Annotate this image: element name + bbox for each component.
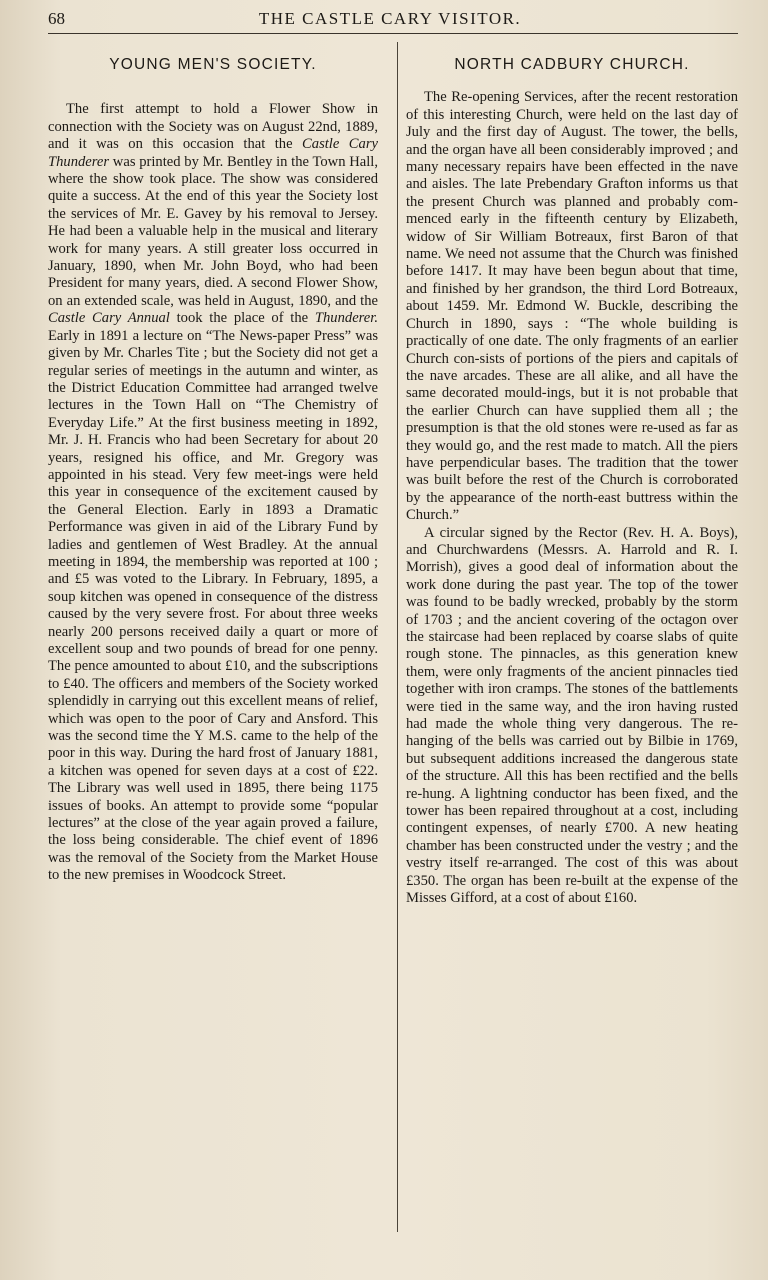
- article-young-mens-society: [48, 50, 378, 885]
- article-paragraph: A circular signed by the Rector (Rev. H. A. Boys), and Churchwardens (Messrs. A. Harrold and R. I. Morrish), gives a good deal of information about the work done during the past year. The top of the tower was found to be badly wrecked, probably by the storm of 1703 ; and the ancient covering of the octagon over the staircase had been replaced by coarse slabs of quite rough stone. The pinnacles, as this generation knew them, were only fragments of the ancient pinnacles tied together with iron cramps. The stones of the battlements were tied in the same way, and the iron having rusted had made the whole thing very dangerous. The re-hanging of the bells was carried out by Bilbie in 1769, but subsequent additions increased the dangerous state of the structure. All this has been rectified and the bells re-hung. A lightning conductor has been fixed, and the tower has been repaired throughout at a cost, including contingent expenses, of nearly £700. A new heating chamber has been constructed under the vestry ; and the vestry itself re-arranged. The cost of this was about £350. The organ has been re-built at the expense of the Misses Gifford, at a cost of about £160.: [406, 524, 738, 907]
- text-run: took the place of the: [169, 310, 315, 327]
- article-heading: NORTH CADBURY CHURCH.: [454, 56, 690, 73]
- column-divider: [397, 42, 398, 1232]
- text-run: was printed by Mr. Bentley in the Town Hall, where the show took place. The show was considered quite a success. At the end of this year the Society lost the services of Mr. E. Gavey by his removal to Jersey. He had been a valuable help in the musical and literary work for many years. A still greater loss occurred in January, 1890, when Mr. John Boyd, who had been President for many years, died. A second Flower Show, on an extended scale, was held in August, 1890, and the: [48, 153, 378, 309]
- article-north-cadbury-church: [406, 50, 738, 908]
- header-rule: [48, 33, 738, 34]
- italic-title: Castle Cary Annual: [48, 310, 170, 327]
- page-header: [40, 6, 740, 32]
- article-paragraph: [48, 101, 378, 884]
- text-run: Early in 1891 a lecture on “The News-paper Press” was given by Mr. Charles Tite ; but the Society did not get a regular series of meetings in the autumn and winter, as the District Education Committee had arranged twelve lectures in the Town Hall on “The Chemistry of Everyday Life.” At the first business meeting in 1892, Mr. J. H. Francis who had been Secretary for about 20 years, resigned his office, and Mr. Gregory was appointed in his stead. Very few meet-ings were held this year in consequence of the excitement caused by the General Election. Early in 1893 a Dramatic Performance was given in aid of the Library Fund by ladies and gentlemen of West Bradley. At the annual meeting in 1894, the membership was reported at 100 ; and £5 was voted to the Library. In February, 1895, a soup kitchen was opened in consequence of the distress caused by the very severe frost. For about three weeks nearly 200 persons received daily a quart or more of excellent soup and two pounds of bread for one penny. The pence amounted to about £10, and the subscriptions to £40. The officers and members of the Society worked splendidly in carrying out this excellent means of relief, which was open to the poor of Cary and Ansford. This was the second time the Y M.S. came to the help of the poor in this way. During the hard frost of January 1881, a kitchen was opened for seven days at a cost of £22. The Library was well used in 1895, there being 1175 issues of books. An attempt to provide some “popular lectures” at the close of the year again proved a failure, the loss being considerable. The chief event of 1896 was the removal of the Society from the Market House to the new premises in Woodcock Street.: [48, 327, 378, 884]
- article-paragraph: The Re-opening Services, after the recent restoration of this interesting Church, were held on the last day of July and the first day of August. The tower, the bells, and the organ have all been considerably improved ; and many necessary repairs have been effected in the nave and aisles. The late Prebendary Grafton informs us that the present Church was planned and probably com-menced early in the fifteenth century by Elizabeth, widow of Sir William Botreaux, first Baron of that name. We need not assume that the Church was finished before 1417. It may have been begun about that time, and finished by her grandson, the third Lord Botreaux, about 1459. Mr. Edmond W. Buckle, describing the Church in 1890, says : “The whole building is practically of one date. The only fragments of an earlier Church con-sists of portions of the piers and capitals of the nave arcades. These are all alike, and all have the same decorated mould-ings, but it is not probable that the earlier Church can have supplied them all ; the presumption is that the old stones were re-used as far as they would go, and the rest made to match. All the piers have perpendicular bases. The tradition that the tower was built before the rest of the Church is corroborated by the appearance of the north-east buttress within the Church.”: [406, 89, 738, 524]
- running-title: THE CASTLE CARY VISITOR.: [258, 9, 522, 28]
- text-run: The first attempt to hold a Flower Show in connection with the Society was on August 22nd, 1889, and it was on this occasion that the: [48, 101, 378, 153]
- italic-title: Thunderer.: [314, 310, 378, 327]
- page-number: 68: [48, 9, 65, 28]
- article-heading: YOUNG MEN'S SOCIETY.: [109, 56, 317, 73]
- italic-title: Castle Cary Thunderer: [48, 136, 378, 170]
